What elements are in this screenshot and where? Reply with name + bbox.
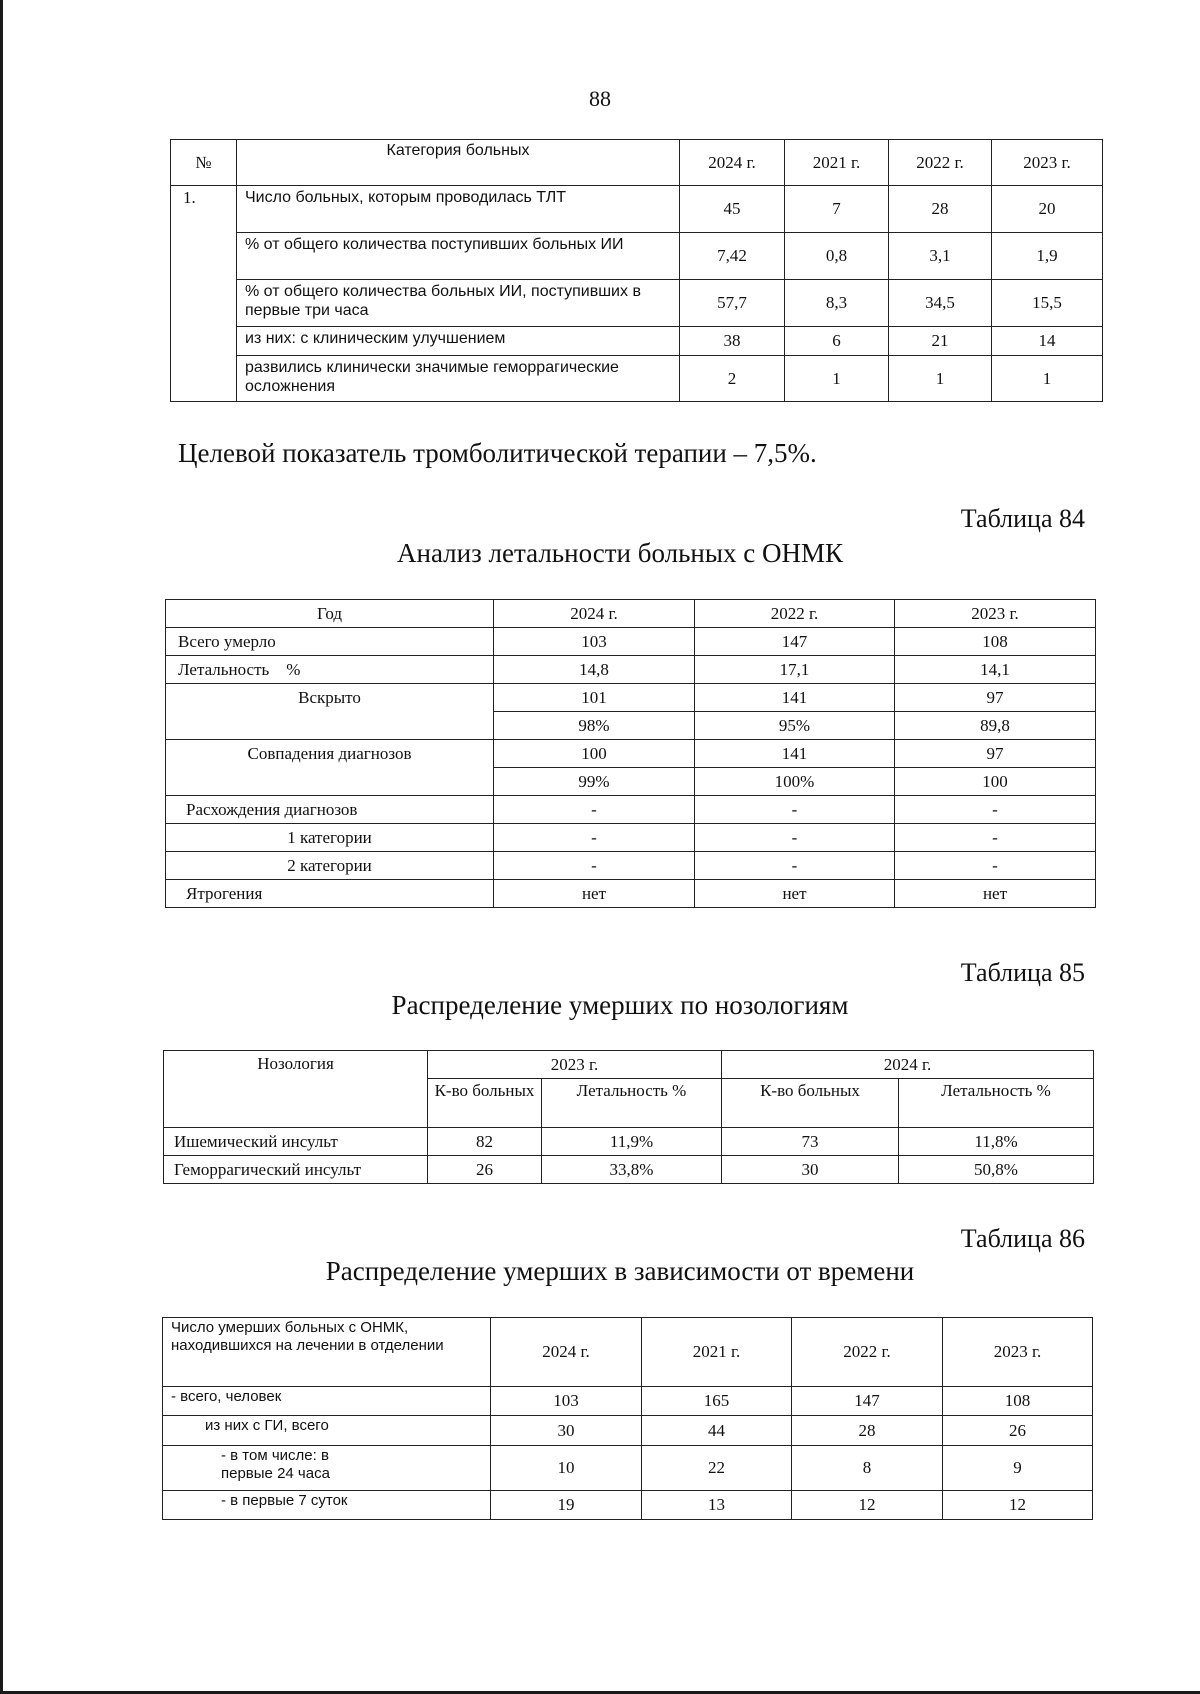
cell-value: - [695, 852, 895, 880]
row-index: 1. [171, 186, 237, 402]
col-header-year: 2024 г. [680, 140, 785, 186]
cell-value: 45 [680, 186, 785, 233]
row-label: Ишемический инсульт [164, 1128, 428, 1156]
col-header-year: 2021 г. [642, 1318, 792, 1387]
row-label: Летальность % [166, 656, 494, 684]
thrombolysis-table [170, 139, 1103, 402]
cell-value: 26 [943, 1416, 1093, 1446]
cell-value: 10 [491, 1446, 642, 1491]
cell-value: - [494, 796, 695, 824]
cell-value: 99% [494, 768, 695, 796]
cell-value: 141 [695, 740, 895, 768]
cell-value: 1 [992, 356, 1103, 402]
cell-value: 26 [428, 1156, 542, 1184]
cell-value: 28 [792, 1416, 943, 1446]
col-header-year: 2023 г. [428, 1051, 722, 1079]
cell-value: 20 [992, 186, 1103, 233]
cell-value: 2 [680, 356, 785, 402]
col-header-year: 2023 г. [943, 1318, 1093, 1387]
cell-value: 147 [792, 1387, 943, 1416]
cell-value: 89,8 [895, 712, 1096, 740]
cell-value: 7 [785, 186, 889, 233]
table-row [166, 824, 1096, 852]
col-header-year: 2023 г. [895, 600, 1096, 628]
cell-value: - [494, 852, 695, 880]
cell-value: 165 [642, 1387, 792, 1416]
nosology-table [163, 1050, 1094, 1184]
row-label: Всего умерло [166, 628, 494, 656]
table-row [166, 796, 1096, 824]
cell-value: 38 [680, 327, 785, 356]
table-header-row [164, 1051, 1094, 1079]
row-label: Геморрагический инсульт [164, 1156, 428, 1184]
table-row [163, 1446, 1093, 1491]
cell-value: 30 [491, 1416, 642, 1446]
lethality-table [165, 599, 1096, 908]
table-row [163, 1387, 1093, 1416]
col-header-count: К-во больных [428, 1079, 542, 1128]
cell-value: 44 [642, 1416, 792, 1446]
col-header-category: Категория больных [237, 140, 680, 186]
cell-value: 108 [943, 1387, 1093, 1416]
cell-value: 21 [889, 327, 992, 356]
cell-value: 3,1 [889, 233, 992, 280]
table-86-caption: Таблица 86 [960, 1224, 1085, 1253]
row-label: - всего, человек [163, 1387, 491, 1416]
col-header-year: 2024 г. [722, 1051, 1094, 1079]
cell-value: 95% [695, 712, 895, 740]
col-header-year: 2022 г. [889, 140, 992, 186]
row-label: 2 категории [166, 852, 494, 880]
cell-value: 1 [785, 356, 889, 402]
cell-value: 8 [792, 1446, 943, 1491]
col-header-year: 2021 г. [785, 140, 889, 186]
row-label: Совпадения диагнозов [166, 740, 494, 796]
col-header-lethality: Летальность % [542, 1079, 722, 1128]
col-header-nosology: Нозология [164, 1051, 428, 1128]
cell-value: 1,9 [992, 233, 1103, 280]
table-85-caption: Таблица 85 [960, 958, 1085, 987]
cell-value: нет [494, 880, 695, 908]
table-84-caption: Таблица 84 [960, 504, 1085, 533]
table-row [166, 684, 1096, 712]
table-row [171, 186, 1103, 233]
row-label: из них: с клиническим улучшением [237, 327, 680, 356]
cell-value: 100% [695, 768, 895, 796]
cell-value: 14 [992, 327, 1103, 356]
cell-value: 97 [895, 740, 1096, 768]
cell-value: 28 [889, 186, 992, 233]
cell-value: 14,1 [895, 656, 1096, 684]
col-header-year: 2024 г. [494, 600, 695, 628]
cell-value: 141 [695, 684, 895, 712]
table-header-row [166, 600, 1096, 628]
cell-value: - [695, 824, 895, 852]
row-label: Ятрогения [166, 880, 494, 908]
cell-value: 14,8 [494, 656, 695, 684]
table-row [163, 1491, 1093, 1520]
cell-value: 103 [491, 1387, 642, 1416]
cell-value: 50,8% [899, 1156, 1094, 1184]
row-label: % от общего количества поступивших больных ИИ [237, 233, 680, 280]
cell-value: нет [695, 880, 895, 908]
cell-value: 97 [895, 684, 1096, 712]
table-row [171, 280, 1103, 327]
cell-value: 103 [494, 628, 695, 656]
cell-value: 30 [722, 1156, 899, 1184]
col-header-year: 2023 г. [992, 140, 1103, 186]
cell-value: 13 [642, 1491, 792, 1520]
cell-value: 8,3 [785, 280, 889, 327]
table-86-title: Распределение умерших в зависимости от времени [325, 1256, 915, 1286]
cell-value: 100 [494, 740, 695, 768]
cell-value: 6 [785, 327, 889, 356]
col-header-count: К-во больных [722, 1079, 899, 1128]
target-indicator-text: Целевой показатель тромболитической терапии – 7,5%. [178, 438, 817, 468]
table-row [166, 740, 1096, 768]
page-number: 88 [589, 86, 611, 111]
row-label: 1 категории [166, 824, 494, 852]
cell-value: 11,8% [899, 1128, 1094, 1156]
cell-value: 33,8% [542, 1156, 722, 1184]
cell-value: 57,7 [680, 280, 785, 327]
table-row [166, 656, 1096, 684]
cell-value: 11,9% [542, 1128, 722, 1156]
table-row [166, 628, 1096, 656]
cell-value: 7,42 [680, 233, 785, 280]
cell-value: 34,5 [889, 280, 992, 327]
table-row [166, 852, 1096, 880]
table-84-title: Анализ летальности больных с ОНМК [397, 538, 843, 568]
cell-value: 147 [695, 628, 895, 656]
cell-value: 19 [491, 1491, 642, 1520]
cell-value: - [695, 796, 895, 824]
cell-value: - [895, 796, 1096, 824]
cell-value: 108 [895, 628, 1096, 656]
row-label: Число больных, которым проводилась ТЛТ [237, 186, 680, 233]
col-header-year: 2024 г. [491, 1318, 642, 1387]
cell-value: 101 [494, 684, 695, 712]
scan-edge-left [0, 0, 3, 1694]
row-label: из них с ГИ, всего [163, 1416, 491, 1446]
cell-value: 15,5 [992, 280, 1103, 327]
table-row [171, 356, 1103, 402]
cell-value: 0,8 [785, 233, 889, 280]
row-label: Вскрыто [166, 684, 494, 740]
cell-value: 73 [722, 1128, 899, 1156]
col-header-label: Число умерших больных с ОНМК, находившихся на лечении в отделении [163, 1318, 491, 1387]
table-row [171, 233, 1103, 280]
cell-value: 12 [792, 1491, 943, 1520]
table-row [164, 1128, 1094, 1156]
cell-value: - [895, 824, 1096, 852]
cell-value: 82 [428, 1128, 542, 1156]
row-label: Расхождения диагнозов [166, 796, 494, 824]
table-header-row [171, 140, 1103, 186]
row-label: развились клинически значимые геморрагические осложнения [237, 356, 680, 402]
cell-value: нет [895, 880, 1096, 908]
cell-value: 22 [642, 1446, 792, 1491]
cell-value: 12 [943, 1491, 1093, 1520]
row-label: - в том числе: в первые 24 часа [163, 1446, 491, 1491]
table-row [163, 1416, 1093, 1446]
time-distribution-table [162, 1317, 1093, 1520]
table-row [171, 327, 1103, 356]
row-label: - в первые 7 суток [163, 1491, 491, 1520]
table-85-title: Распределение умерших по нозологиям [391, 990, 849, 1020]
col-header-lethality: Летальность % [899, 1079, 1094, 1128]
cell-value: - [494, 824, 695, 852]
cell-value: 17,1 [695, 656, 895, 684]
table-row [164, 1156, 1094, 1184]
col-header-no: № [171, 140, 237, 186]
col-header-year: 2022 г. [695, 600, 895, 628]
cell-value: 98% [494, 712, 695, 740]
table-row [166, 880, 1096, 908]
cell-value: 100 [895, 768, 1096, 796]
col-header-year: 2022 г. [792, 1318, 943, 1387]
cell-value: - [895, 852, 1096, 880]
col-header-year-label: Год [166, 600, 494, 628]
table-header-row [163, 1318, 1093, 1387]
cell-value: 1 [889, 356, 992, 402]
row-label: % от общего количества больных ИИ, поступивших в первые три часа [237, 280, 680, 327]
cell-value: 9 [943, 1446, 1093, 1491]
